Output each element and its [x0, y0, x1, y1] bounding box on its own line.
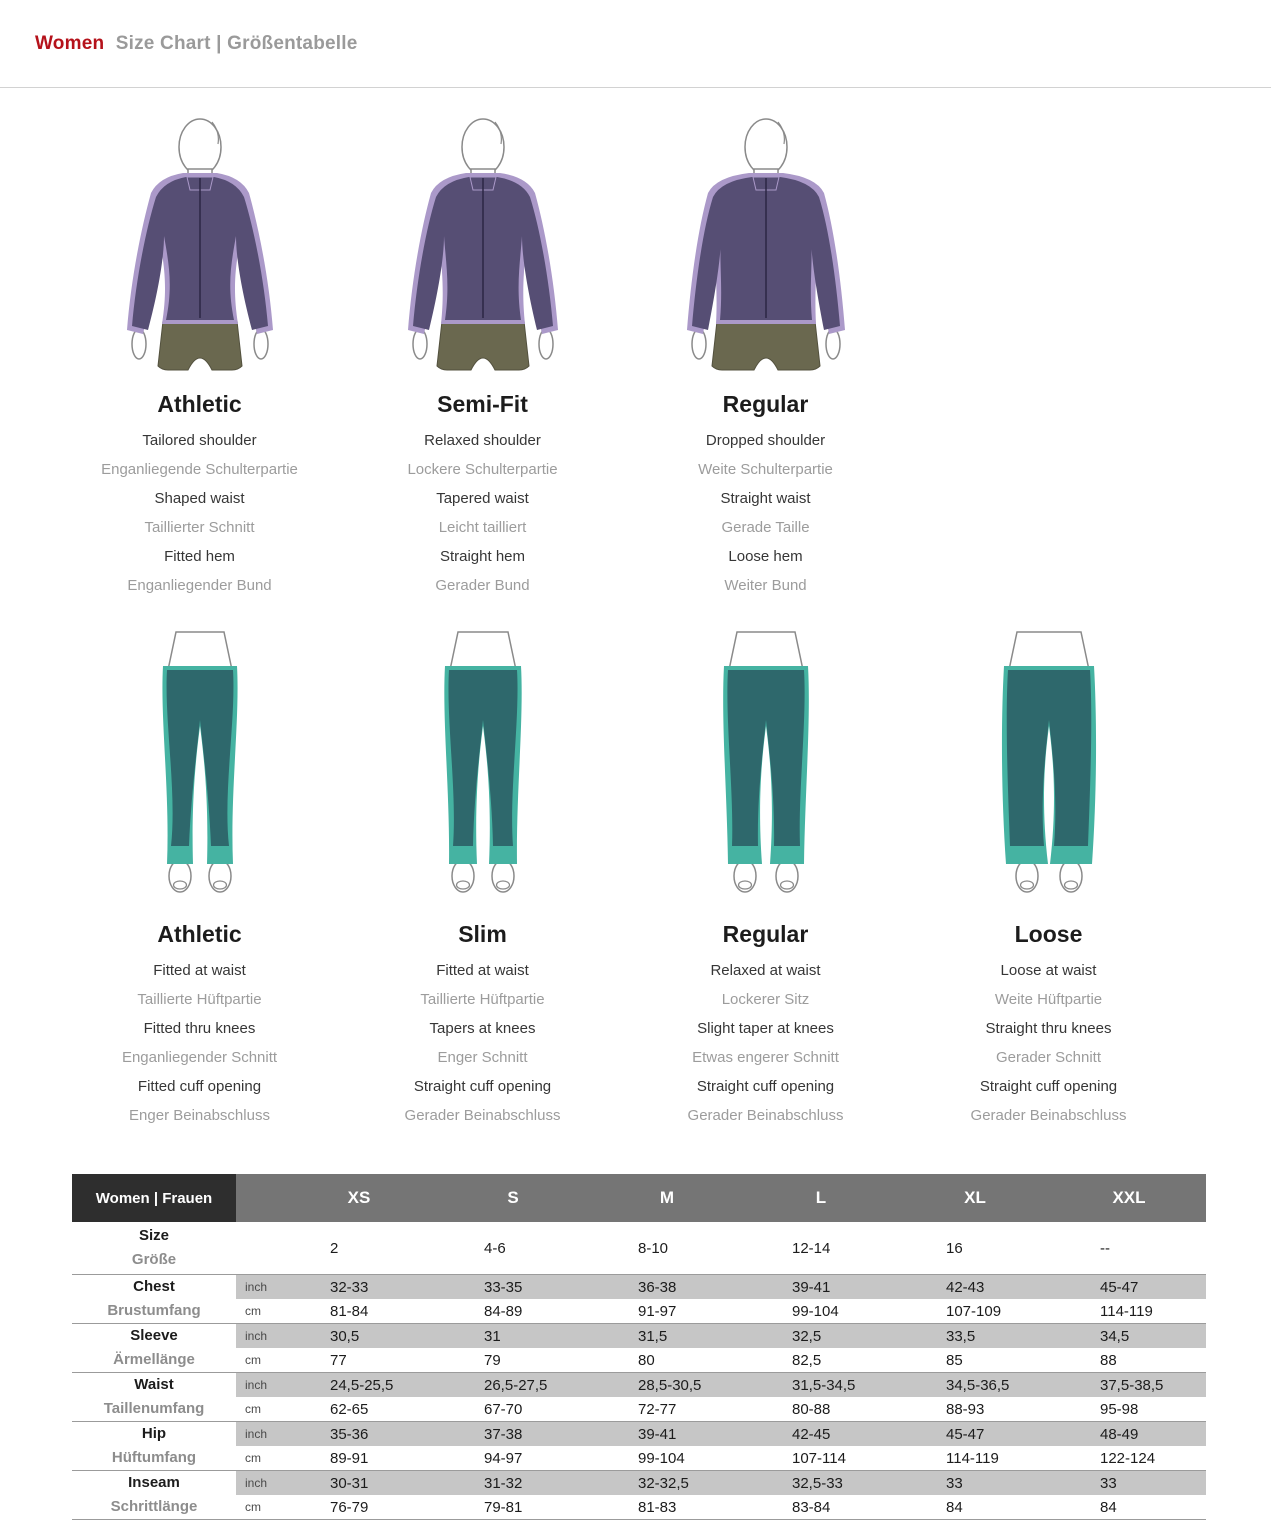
size-table — [72, 1174, 1206, 1520]
fit-feature: Gerade Taille — [721, 519, 810, 536]
fit-feature: Slight taper at knees — [697, 1020, 834, 1037]
table-cell: 8-10 — [590, 1222, 744, 1275]
table-cell: 88 — [1052, 1348, 1206, 1373]
table-cell: 84 — [898, 1495, 1052, 1520]
unit-column-header — [236, 1174, 282, 1222]
unit-cell: inch — [236, 1275, 282, 1300]
hip-cm-row — [72, 1446, 1206, 1471]
fit-feature: Straight cuff opening — [696, 1078, 835, 1095]
fit-feature: Fitted at waist — [436, 962, 529, 979]
waist-inch-row — [72, 1373, 1206, 1398]
pant-fits-section — [58, 624, 1271, 1130]
table-cell: 39-41 — [744, 1275, 898, 1300]
fit-feature: Weiter Bund — [724, 577, 807, 594]
table-cell: 42-45 — [744, 1422, 898, 1447]
table-cell: 32,5 — [744, 1324, 898, 1349]
fit-name: Slim — [458, 921, 507, 947]
table-cell: 48-49 — [1052, 1422, 1206, 1447]
table-cell: 32,5-33 — [744, 1471, 898, 1496]
table-cell: 67-70 — [436, 1397, 590, 1422]
fit-feature: Enger Schnitt — [437, 1049, 528, 1066]
table-cell: 31-32 — [436, 1471, 590, 1496]
table-cell: 31,5 — [590, 1324, 744, 1349]
table-cell: 35-36 — [282, 1422, 436, 1447]
fit-name: Semi-Fit — [437, 391, 528, 417]
size-column-m: M — [590, 1174, 744, 1222]
table-cell: 33 — [1052, 1471, 1206, 1496]
fit-feature: Fitted cuff opening — [137, 1078, 262, 1095]
fit-feature: Enganliegender Schnitt — [121, 1049, 278, 1066]
table-cell: 99-104 — [590, 1446, 744, 1471]
table-cell: 80 — [590, 1348, 744, 1373]
table-cell: 26,5-27,5 — [436, 1373, 590, 1398]
jacket-figure-semifit — [341, 114, 624, 376]
fit-feature: Enganliegende Schulterpartie — [101, 461, 298, 478]
row-label: Brustumfang — [72, 1299, 236, 1324]
table-cell: 24,5-25,5 — [282, 1373, 436, 1398]
row-label: Size Größe — [72, 1222, 236, 1275]
table-cell: 62-65 — [282, 1397, 436, 1422]
fit-feature: Loose at waist — [1000, 962, 1097, 979]
pants-figure-athletic — [58, 624, 341, 906]
fit-feature: Straight cuff opening — [979, 1078, 1118, 1095]
table-cell: 30-31 — [282, 1471, 436, 1496]
fit-feature: Straight thru knees — [985, 1020, 1112, 1037]
table-cell: 33 — [898, 1471, 1052, 1496]
fit-feature: Tapered waist — [436, 490, 529, 507]
inseam-inch-row — [72, 1471, 1206, 1496]
fit-feature: Shaped waist — [154, 490, 245, 507]
fit-feature: Leicht tailliert — [438, 519, 527, 536]
fit-name: Regular — [722, 391, 809, 417]
fit-feature: Taillierte Hüftpartie — [137, 991, 262, 1008]
page-title — [35, 33, 358, 55]
table-cell: 81-84 — [282, 1299, 436, 1324]
fit-feature: Straight cuff opening — [413, 1078, 552, 1095]
row-label: Ärmellänge — [72, 1348, 236, 1373]
unit-cell: inch — [236, 1373, 282, 1398]
sleeve-inch-row — [72, 1324, 1206, 1349]
table-cell: 88-93 — [898, 1397, 1052, 1422]
fit-name: Regular — [722, 921, 809, 947]
table-cell: 32-33 — [282, 1275, 436, 1300]
table-cell: 95-98 — [1052, 1397, 1206, 1422]
table-header-row — [72, 1174, 1206, 1222]
fit-feature: Straight hem — [439, 548, 526, 565]
fit-feature: Enger Beinabschluss — [129, 1107, 270, 1124]
unit-cell: cm — [236, 1299, 282, 1324]
table-cell: 114-119 — [898, 1446, 1052, 1471]
table-cell: 76-79 — [282, 1495, 436, 1520]
size-column-s: S — [436, 1174, 590, 1222]
chest-inch-row — [72, 1275, 1206, 1300]
fit-feature: Etwas engerer Schnitt — [692, 1049, 839, 1066]
unit-cell: cm — [236, 1348, 282, 1373]
table-corner-cell: Women | Frauen — [72, 1174, 236, 1222]
fit-feature: Fitted thru knees — [143, 1020, 256, 1037]
table-cell: 94-97 — [436, 1446, 590, 1471]
table-cell: 16 — [898, 1222, 1052, 1275]
fit-feature: Weite Schulterpartie — [698, 461, 833, 478]
unit-cell: cm — [236, 1397, 282, 1422]
fit-feature: Relaxed shoulder — [424, 432, 541, 449]
unit-cell: inch — [236, 1422, 282, 1447]
sleeve-cm-row — [72, 1348, 1206, 1373]
table-cell: 79 — [436, 1348, 590, 1373]
row-label: Waist — [72, 1373, 236, 1398]
page-title-women: Women — [35, 32, 105, 54]
table-cell: 12-14 — [744, 1222, 898, 1275]
row-label: Chest — [72, 1275, 236, 1300]
pant-fit-column-regular — [624, 624, 907, 1130]
table-cell: 4-6 — [436, 1222, 590, 1275]
size-column-xl: XL — [898, 1174, 1052, 1222]
row-label: Schrittlänge — [72, 1495, 236, 1520]
table-cell: 39-41 — [590, 1422, 744, 1447]
size-column-xs: XS — [282, 1174, 436, 1222]
size-column-l: L — [744, 1174, 898, 1222]
unit-cell: cm — [236, 1446, 282, 1471]
table-cell: 107-109 — [898, 1299, 1052, 1324]
unit-cell: cm — [236, 1495, 282, 1520]
table-cell: 31 — [436, 1324, 590, 1349]
pant-fit-column-athletic — [58, 624, 341, 1130]
pant-fit-column-loose — [907, 624, 1190, 1130]
chest-cm-row — [72, 1299, 1206, 1324]
table-cell: 34,5 — [1052, 1324, 1206, 1349]
table-cell: 84-89 — [436, 1299, 590, 1324]
fit-feature: Enganliegender Bund — [127, 577, 272, 594]
fit-name: Loose — [1014, 921, 1083, 947]
table-cell: 83-84 — [744, 1495, 898, 1520]
row-label: Hip — [72, 1422, 236, 1447]
table-cell: 45-47 — [1052, 1275, 1206, 1300]
jacket-figure-athletic — [58, 114, 341, 376]
table-cell: 80-88 — [744, 1397, 898, 1422]
size-row — [72, 1222, 1206, 1275]
fit-feature: Taillierte Hüftpartie — [420, 991, 545, 1008]
table-cell: 34,5-36,5 — [898, 1373, 1052, 1398]
table-cell: 84 — [1052, 1495, 1206, 1520]
jacket-figure-regular — [624, 114, 907, 376]
fit-feature: Gerader Beinabschluss — [687, 1107, 844, 1124]
fit-feature: Relaxed at waist — [710, 962, 821, 979]
table-cell: 42-43 — [898, 1275, 1052, 1300]
row-label: Hüftumfang — [72, 1446, 236, 1471]
table-cell: 37,5-38,5 — [1052, 1373, 1206, 1398]
pants-figure-slim — [341, 624, 624, 906]
page-title-rest: Size Chart | Größentabelle — [115, 32, 358, 54]
table-cell: 89-91 — [282, 1446, 436, 1471]
fit-feature: Lockere Schulterpartie — [407, 461, 558, 478]
table-cell: 107-114 — [744, 1446, 898, 1471]
fit-name: Athletic — [157, 921, 242, 947]
fit-feature: Gerader Schnitt — [995, 1049, 1102, 1066]
fit-feature: Fitted at waist — [153, 962, 246, 979]
table-cell: 37-38 — [436, 1422, 590, 1447]
jacket-fit-column-semifit — [341, 114, 624, 600]
table-cell: 114-119 — [1052, 1299, 1206, 1324]
hip-inch-row — [72, 1422, 1206, 1447]
table-cell: 30,5 — [282, 1324, 436, 1349]
row-label: Sleeve — [72, 1324, 236, 1349]
fit-feature: Gerader Beinabschluss — [970, 1107, 1127, 1124]
table-cell: 2 — [282, 1222, 436, 1275]
waist-cm-row — [72, 1397, 1206, 1422]
fit-feature: Gerader Beinabschluss — [404, 1107, 561, 1124]
inseam-cm-row — [72, 1495, 1206, 1520]
row-label: Inseam — [72, 1471, 236, 1496]
table-cell: 91-97 — [590, 1299, 744, 1324]
fit-feature: Tailored shoulder — [142, 432, 257, 449]
table-cell: 81-83 — [590, 1495, 744, 1520]
table-cell: 45-47 — [898, 1422, 1052, 1447]
table-cell: 32-32,5 — [590, 1471, 744, 1496]
table-cell: 72-77 — [590, 1397, 744, 1422]
table-cell: 77 — [282, 1348, 436, 1373]
row-label: Taillenumfang — [72, 1397, 236, 1422]
size-column-xxl: XXL — [1052, 1174, 1206, 1222]
fit-feature: Dropped shoulder — [705, 432, 826, 449]
table-cell: 33-35 — [436, 1275, 590, 1300]
table-cell: 82,5 — [744, 1348, 898, 1373]
table-cell: 28,5-30,5 — [590, 1373, 744, 1398]
fit-feature: Tapers at knees — [429, 1020, 536, 1037]
fit-feature: Loose hem — [728, 548, 803, 565]
unit-cell: inch — [236, 1324, 282, 1349]
table-cell: 122-124 — [1052, 1446, 1206, 1471]
jacket-fit-column-athletic — [58, 114, 341, 600]
table-cell: 85 — [898, 1348, 1052, 1373]
page-header — [0, 0, 1271, 88]
unit-cell: inch — [236, 1471, 282, 1496]
pants-figure-loose — [907, 624, 1190, 906]
fit-feature: Lockerer Sitz — [721, 991, 810, 1008]
jacket-fit-column-regular — [624, 114, 907, 600]
unit-cell — [236, 1222, 282, 1275]
pants-figure-regular — [624, 624, 907, 906]
pant-fit-column-slim — [341, 624, 624, 1130]
fit-feature: Fitted hem — [164, 548, 235, 565]
table-cell: -- — [1052, 1222, 1206, 1275]
fit-feature: Weite Hüftpartie — [994, 991, 1103, 1008]
table-cell: 79-81 — [436, 1495, 590, 1520]
table-cell: 99-104 — [744, 1299, 898, 1324]
fit-feature: Taillierter Schnitt — [144, 519, 255, 536]
table-cell: 31,5-34,5 — [744, 1373, 898, 1398]
jacket-fits-section — [58, 114, 1271, 600]
fit-feature: Gerader Bund — [435, 577, 530, 594]
fit-feature: Straight waist — [720, 490, 811, 507]
fit-name: Athletic — [157, 391, 242, 417]
table-cell: 36-38 — [590, 1275, 744, 1300]
table-cell: 33,5 — [898, 1324, 1052, 1349]
